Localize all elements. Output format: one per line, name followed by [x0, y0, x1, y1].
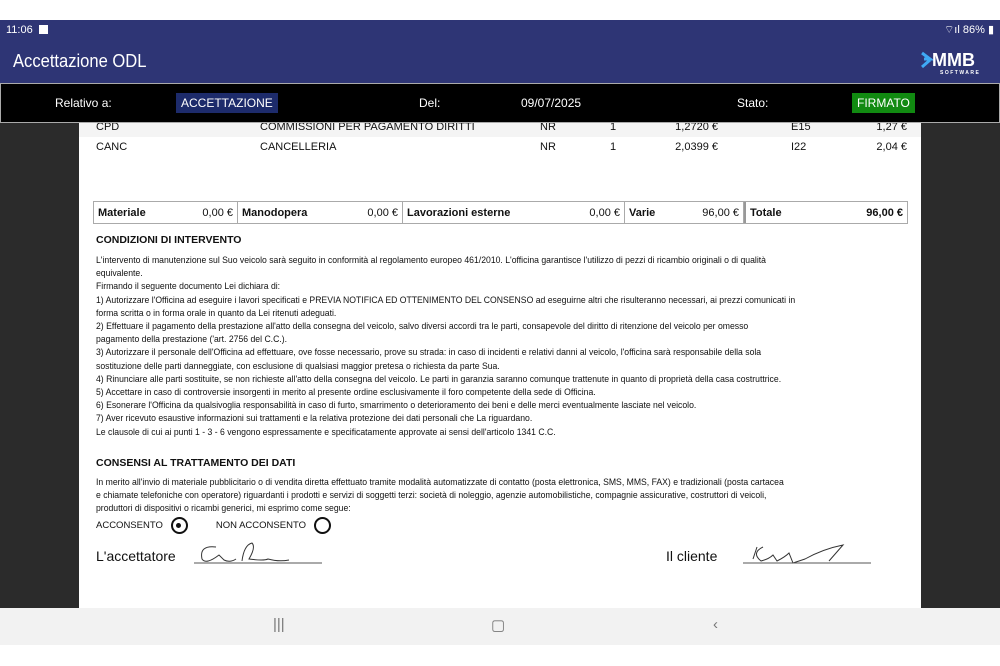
row-unit: NR	[540, 123, 556, 133]
svg-text:MMB: MMB	[932, 49, 975, 70]
total-varie	[625, 202, 744, 223]
conditions-text	[96, 254, 906, 439]
relativo-label: Relativo a:	[55, 96, 112, 110]
client-signature-label: Il cliente	[666, 548, 718, 564]
total-materiale	[94, 202, 238, 223]
reject-label: NON ACCONSENTO	[215, 520, 306, 531]
reject-radio[interactable]	[314, 517, 331, 534]
text-line: L'intervento di manutenzione sul Suo veicolo sarà seguito in conformità al regolamento europeo 461/2010. L'officina garantisce l'utilizzo di pezzi di ricambio originali o di qualità	[96, 255, 766, 265]
text-line: In merito all'invio di materiale pubblicitario o di vendita diretta effettuato tramite modalità automatizzate di contatto (posta elettronica, SMS, MMS, FAX) e tradizionali (posta cartacea	[96, 477, 784, 487]
date-label: Del:	[419, 96, 441, 110]
text-line: Firmando il seguente documento Lei dichiara di:	[96, 281, 281, 292]
text-line: Le clausole di cui ai punti 1 - 3 - 6 vengono espressamente e specificatamente approvate ai sensi dell'articolo 1341 C.C.	[96, 426, 556, 437]
mmb-logo	[920, 47, 990, 77]
row-description: CANCELLERIA	[260, 141, 337, 153]
row-total: 2,04 €	[876, 141, 907, 153]
total-grand	[744, 202, 907, 223]
image-notification-icon	[39, 25, 48, 34]
table-row	[79, 123, 921, 137]
total-manodopera	[238, 202, 403, 223]
row-qty: 1	[610, 141, 617, 153]
row-unit: NR	[540, 141, 556, 153]
row-price: 2,0399 €	[675, 141, 718, 153]
text-line: e chiamate telefoniche con operatore) riguardanti i prodotti e servizi di soggetti terzi: società di noleggio, agenzie automobilistiche, compagnie assicurative, costruttori di veicoli,	[96, 490, 767, 501]
accept-label: ACCONSENTO	[96, 520, 163, 531]
text-line: sostituzione delle parti danneggiate, con esclusione di qualsiasi maggior pretesa o richiesta da parte Sua.	[96, 360, 500, 371]
battery-level: 86%	[962, 24, 985, 36]
text-line: equivalente.	[96, 268, 143, 279]
total-value: 0,00 €	[202, 206, 233, 219]
text-line: 7) Aver ricevuto esaustive informazioni sui trattamenti e la relativa protezione dei dati personali che La riguardano.	[96, 413, 533, 424]
client-signature	[743, 539, 873, 567]
total-value: 96,00 €	[702, 206, 739, 219]
relativo-badge: ACCETTAZIONE	[176, 93, 278, 113]
row-total: 1,27 €	[876, 123, 907, 133]
total-value: 0,00 €	[367, 206, 398, 219]
info-bar	[0, 83, 1000, 123]
consent-options	[96, 517, 331, 534]
total-label: Totale	[750, 206, 782, 219]
row-vat: E15	[791, 123, 811, 133]
back-icon[interactable]: ‹	[713, 616, 718, 633]
wifi-signal-icon: ⌔ıl	[943, 24, 960, 36]
acceptor-signature	[194, 539, 324, 567]
row-code: CANC	[96, 141, 128, 153]
total-label: Manodopera	[242, 206, 308, 219]
accept-radio[interactable]	[171, 517, 188, 534]
table-row	[79, 137, 921, 157]
app-bar	[0, 40, 1000, 83]
text-line: 6) Esonerare l'Officina da qualsivoglia responsabilità in caso di furto, smarrimento o deterioramento dei beni e delle merci eventualmente lasciate nel veicolo.	[96, 400, 697, 411]
acceptor-signature-label: L'accettatore	[96, 548, 176, 564]
svg-text:SOFTWARE: SOFTWARE	[940, 69, 981, 76]
total-label: Materiale	[98, 206, 146, 219]
total-value: 96,00 €	[866, 206, 903, 219]
status-label: Stato:	[737, 96, 769, 110]
document-viewer[interactable]	[0, 123, 1000, 608]
consent-title: CONSENSI AL TRATTAMENTO DEI DATI	[96, 457, 296, 469]
row-qty: 1	[610, 123, 617, 133]
row-description: COMMISSIONI PER PAGAMENTO DIRITTI	[260, 123, 475, 133]
text-line: forma scritta o in forma orale in quanto da Lei ritenuti adeguati.	[96, 307, 337, 318]
total-lavorazioni	[403, 202, 625, 223]
text-line: produttori di dispositivi o ricambi generici, mi esprimo come segue:	[96, 503, 351, 514]
home-icon[interactable]: ▢	[491, 617, 506, 634]
total-label: Varie	[629, 206, 656, 219]
status-bar	[0, 20, 1000, 40]
row-price: 1,2720 €	[675, 123, 718, 133]
conditions-title: CONDIZIONI DI INTERVENTO	[96, 234, 242, 246]
text-line: 1) Autorizzare l'Officina ad eseguire i lavori specificati e PREVIA NOTIFICA ED OTTENIMENTO DEL CONSENSO ad eseguirne altri che risulteranno necessari, ai prezzi comunicati in	[96, 294, 796, 305]
total-value: 0,00 €	[589, 206, 620, 219]
clock: 11:06	[6, 24, 33, 36]
text-line: 2) Effettuare il pagamento della prestazione all'atto della consegna del veicolo, salvo diversi accordi tra le parti, consapevole del diritto di ritenzione del veicolo per omesso	[96, 321, 749, 332]
totals-box	[93, 201, 908, 224]
consent-text	[96, 476, 906, 516]
text-line: pagamento della prestazione ('art. 2756 del C.C.).	[96, 334, 288, 345]
date-value: 09/07/2025	[521, 96, 582, 110]
status-badge: FIRMATO	[852, 93, 915, 113]
battery-icon: ▮	[984, 24, 994, 36]
document-page	[79, 123, 921, 608]
text-line: 3) Autorizzare il personale dell'Officina ad effettuare, ove fosse necessario, prove su strada: in caso di incidenti e relativi danni al veicolo, l'officina sarà responsabile della sola	[96, 347, 762, 358]
android-nav-bar	[0, 608, 1000, 645]
total-label: Lavorazioni esterne	[407, 206, 511, 219]
row-vat: I22	[791, 141, 807, 153]
text-line: 4) Rinunciare alle parti sostituite, se non richieste all'atto della consegna del veicolo. Le parti in garanzia saranno comunque trattenute in quanto di proprietà della casa costruttrice.	[96, 373, 782, 384]
recent-apps-icon[interactable]: |||	[273, 616, 285, 633]
page-title: Accettazione ODL	[13, 51, 147, 71]
text-line: 5) Accettare in caso di controversie insorgenti in merito al presente ordine esclusivamente il foro competente della sede di Officina.	[96, 387, 596, 398]
row-code: CPD	[96, 123, 120, 133]
